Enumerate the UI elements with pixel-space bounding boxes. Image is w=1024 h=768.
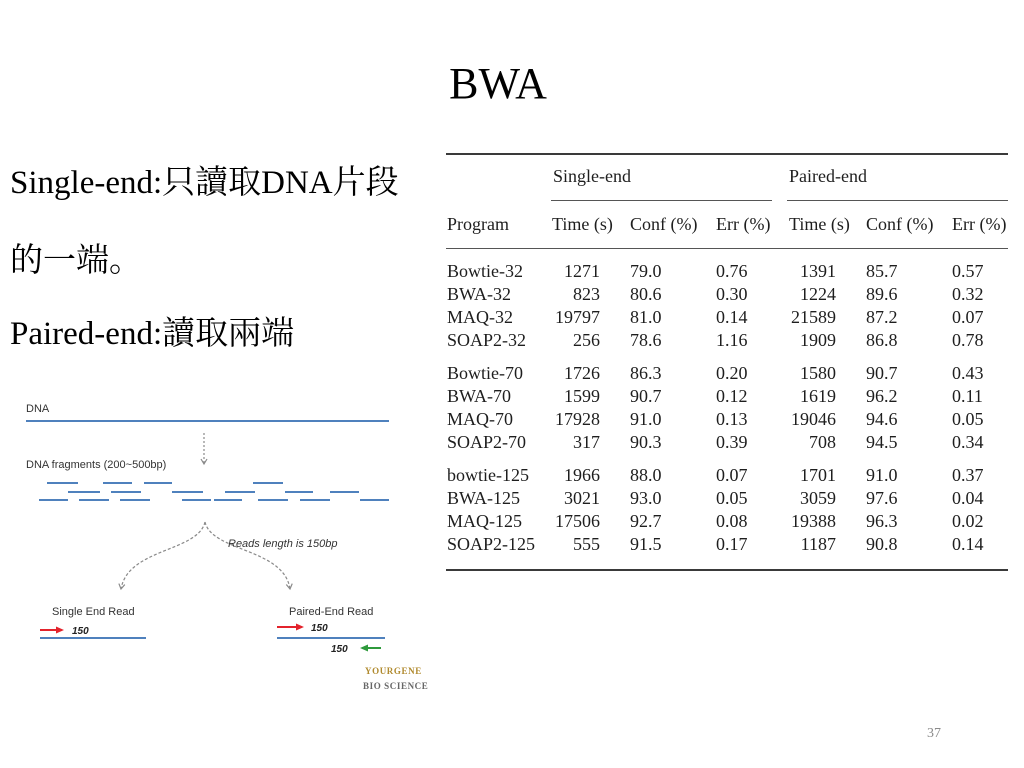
cell-paired-time: 19046 <box>791 409 836 429</box>
cell-paired-err: 0.05 <box>952 409 984 429</box>
cell-paired-time: 1909 <box>800 330 836 350</box>
cell-program: bowtie-125 <box>447 465 529 485</box>
cell-paired-err: 0.11 <box>952 386 983 406</box>
cell-single-conf: 91.0 <box>630 409 662 429</box>
column-header-program: Program <box>447 214 509 234</box>
cell-single-conf: 81.0 <box>630 307 662 327</box>
cell-paired-err: 0.78 <box>952 330 984 350</box>
cell-single-conf: 90.7 <box>630 386 662 406</box>
page-number: 37 <box>927 726 941 741</box>
table-row <box>446 387 1008 410</box>
paired-forward-read-length: 150 <box>311 623 328 634</box>
cell-paired-conf: 89.6 <box>866 284 898 304</box>
cell-single-err: 0.30 <box>716 284 748 304</box>
cell-paired-conf: 90.7 <box>866 363 898 383</box>
paired-end-read-label: Paired-End Read <box>289 606 374 618</box>
cell-single-conf: 86.3 <box>630 363 662 383</box>
cell-single-conf: 88.0 <box>630 465 662 485</box>
reads-length-label: Reads length is 150bp <box>228 538 338 550</box>
cell-single-time: 256 <box>573 330 600 350</box>
column-header-single-conf: Conf (%) <box>630 214 698 234</box>
cell-single-time: 3021 <box>564 488 600 508</box>
logo-line-1: YOURGENE <box>365 666 422 676</box>
cell-single-err: 1.16 <box>716 330 748 350</box>
table-row <box>446 308 1008 331</box>
cell-paired-err: 0.07 <box>952 307 984 327</box>
cell-program: BWA-32 <box>447 284 511 304</box>
cell-paired-time: 1580 <box>800 363 836 383</box>
cell-paired-conf: 91.0 <box>866 465 898 485</box>
cell-paired-conf: 94.6 <box>866 409 898 429</box>
cell-paired-err: 0.43 <box>952 363 984 383</box>
cell-paired-conf: 94.5 <box>866 432 898 452</box>
cell-paired-time: 708 <box>809 432 836 452</box>
cell-program: MAQ-32 <box>447 307 513 327</box>
cell-single-time: 1726 <box>564 363 600 383</box>
cell-single-time: 19797 <box>555 307 600 327</box>
cell-paired-err: 0.14 <box>952 534 984 554</box>
cell-paired-conf: 85.7 <box>866 261 898 281</box>
column-header-single-err: Err (%) <box>716 214 771 234</box>
cell-program: BWA-70 <box>447 386 511 406</box>
dna-fragments <box>39 483 389 500</box>
table-row <box>446 410 1008 433</box>
cell-single-conf: 79.0 <box>630 261 662 281</box>
table-row <box>446 262 1008 285</box>
cell-paired-time: 3059 <box>800 488 836 508</box>
table-row <box>446 433 1008 456</box>
table-header-rule <box>446 248 1008 249</box>
cell-paired-conf: 96.2 <box>866 386 898 406</box>
cell-single-conf: 78.6 <box>630 330 662 350</box>
fragments-label: DNA fragments (200~500bp) <box>26 459 167 471</box>
cell-paired-time: 19388 <box>791 511 836 531</box>
cell-single-err: 0.07 <box>716 465 748 485</box>
cell-paired-conf: 97.6 <box>866 488 898 508</box>
column-header-single-time: Time (s) <box>552 214 613 234</box>
cell-single-err: 0.76 <box>716 261 748 281</box>
cell-single-time: 823 <box>573 284 600 304</box>
cell-paired-time: 21589 <box>791 307 836 327</box>
table-row <box>446 489 1008 512</box>
cell-single-conf: 80.6 <box>630 284 662 304</box>
cell-paired-err: 0.57 <box>952 261 984 281</box>
cell-single-time: 555 <box>573 534 600 554</box>
cell-program: MAQ-70 <box>447 409 513 429</box>
cell-paired-conf: 90.8 <box>866 534 898 554</box>
cell-single-time: 317 <box>573 432 600 452</box>
table-row <box>446 466 1008 489</box>
single-end-read-label: Single End Read <box>52 606 135 618</box>
logo-line-2: BIO SCIENCE <box>363 681 429 691</box>
cell-paired-time: 1391 <box>800 261 836 281</box>
paired-end-branch-arrow <box>205 522 290 589</box>
cell-single-time: 1966 <box>564 465 600 485</box>
single-end-branch-arrow <box>121 522 205 589</box>
single-end-group-rule <box>551 200 772 201</box>
cell-single-conf: 93.0 <box>630 488 662 508</box>
cell-single-err: 0.39 <box>716 432 748 452</box>
group-header-paired-end: Paired-end <box>789 166 867 186</box>
paired-reverse-read-length: 150 <box>331 644 348 655</box>
cell-single-err: 0.14 <box>716 307 748 327</box>
cell-single-err: 0.12 <box>716 386 748 406</box>
cell-program: BWA-125 <box>447 488 520 508</box>
table-row <box>446 364 1008 387</box>
table-row <box>446 535 1008 558</box>
group-header-single-end: Single-end <box>553 166 631 186</box>
cell-single-time: 17506 <box>555 511 600 531</box>
cell-single-err: 0.20 <box>716 363 748 383</box>
read-diagram <box>10 395 440 700</box>
cell-single-conf: 90.3 <box>630 432 662 452</box>
cell-program: SOAP2-70 <box>447 432 527 452</box>
cell-paired-err: 0.34 <box>952 432 984 452</box>
cell-single-time: 1599 <box>564 386 600 406</box>
cell-paired-time: 1224 <box>800 284 836 304</box>
cell-paired-err: 0.04 <box>952 488 984 508</box>
cell-program: SOAP2-32 <box>447 330 527 350</box>
column-header-paired-err: Err (%) <box>952 214 1007 234</box>
cell-paired-time: 1701 <box>800 465 836 485</box>
aligner-comparison-table <box>446 140 1008 580</box>
cell-program: Bowtie-70 <box>447 363 523 383</box>
cell-single-err: 0.05 <box>716 488 748 508</box>
cell-single-err: 0.17 <box>716 534 748 554</box>
cell-paired-err: 0.37 <box>952 465 984 485</box>
cell-paired-err: 0.02 <box>952 511 984 531</box>
column-header-paired-conf: Conf (%) <box>866 214 934 234</box>
column-header-paired-time: Time (s) <box>789 214 850 234</box>
cell-paired-conf: 87.2 <box>866 307 898 327</box>
slide-title: BWA <box>449 59 547 108</box>
cell-single-conf: 91.5 <box>630 534 662 554</box>
cell-single-err: 0.08 <box>716 511 748 531</box>
cell-paired-time: 1619 <box>800 386 836 406</box>
single-end-description-line-1: Single-end:只讀取DNA片段 <box>10 165 399 201</box>
table-row <box>446 512 1008 535</box>
dna-label: DNA <box>26 403 50 415</box>
single-read-length: 150 <box>72 626 89 637</box>
table-top-rule <box>446 153 1008 155</box>
cell-program: SOAP2-125 <box>447 534 536 554</box>
cell-single-err: 0.13 <box>716 409 748 429</box>
cell-paired-time: 1187 <box>800 534 836 554</box>
cell-paired-err: 0.32 <box>952 284 984 304</box>
cell-single-time: 1271 <box>564 261 600 281</box>
paired-end-group-rule <box>787 200 1008 201</box>
cell-program: Bowtie-32 <box>447 261 523 281</box>
paired-end-description: Paired-end:讀取兩端 <box>10 316 295 352</box>
table-bottom-rule <box>446 569 1008 571</box>
cell-paired-conf: 96.3 <box>866 511 898 531</box>
cell-single-time: 17928 <box>555 409 600 429</box>
single-end-description-line-2: 的一端。 <box>10 243 142 279</box>
table-row <box>446 331 1008 354</box>
cell-single-conf: 92.7 <box>630 511 662 531</box>
cell-program: MAQ-125 <box>447 511 522 531</box>
table-row <box>446 285 1008 308</box>
cell-paired-conf: 86.8 <box>866 330 898 350</box>
